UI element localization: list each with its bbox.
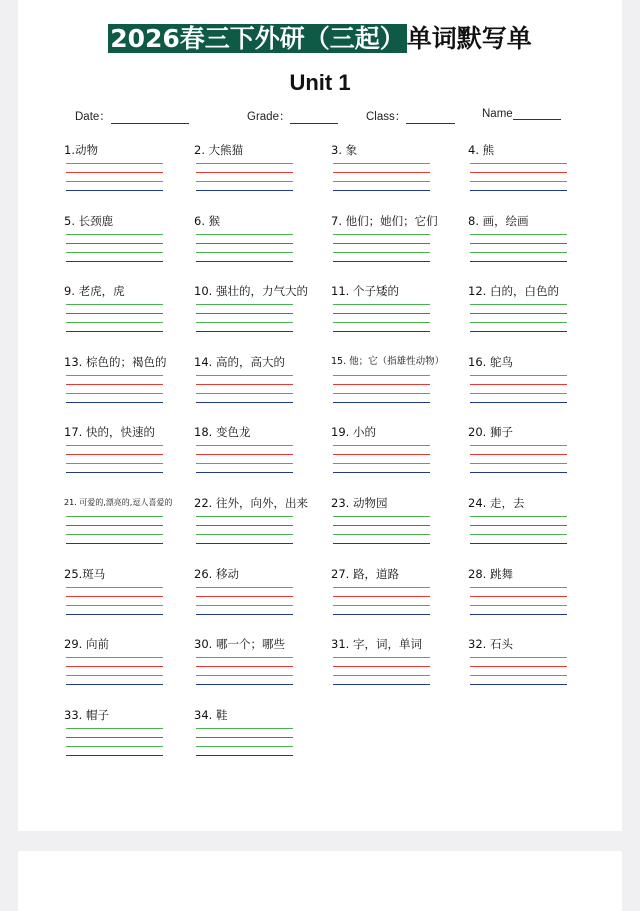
vocab-item [64,143,192,157]
grade-field [247,108,338,124]
title-wrap [18,22,622,56]
writing-line [66,534,163,535]
writing-line [66,605,163,606]
writing-line [333,657,430,658]
vocab-item [468,143,596,157]
writing-line [66,666,163,667]
writing-line [196,384,293,385]
writing-line [470,402,567,403]
writing-line [66,243,163,244]
vocab-item [194,214,322,228]
vocab-label: 21. 可爱的,漂亮的,逗人喜爱的 [64,498,173,507]
writing-line [470,657,567,658]
writing-line [196,445,293,446]
writing-line [333,172,430,173]
writing-line [66,746,163,747]
date-blank [111,122,189,124]
writing-line [196,614,293,615]
writing-line [196,261,293,262]
vocab-label: 13. 棕色的；褐色的 [64,355,167,369]
vocab-label: 12. 白的，白色的 [468,284,559,298]
vocab-label: 32. 石头 [468,637,513,651]
writing-line [470,252,567,253]
writing-line [196,534,293,535]
writing-line [470,181,567,182]
vocab-label: 14. 高的，高大的 [194,355,285,369]
writing-line [333,375,430,376]
writing-line [333,605,430,606]
vocab-item [64,496,192,510]
writing-line [196,472,293,473]
vocab-item [331,214,459,228]
vocab-item [468,355,596,369]
writing-line [66,454,163,455]
writing-line [470,313,567,314]
writing-line [196,322,293,323]
vocab-item [64,355,192,369]
writing-line [333,393,430,394]
writing-line [196,234,293,235]
writing-line [66,402,163,403]
class-label: Class： [366,111,407,123]
writing-line [333,234,430,235]
writing-line [196,728,293,729]
vocab-label: 8. 画，绘画 [468,214,529,228]
writing-line [66,384,163,385]
writing-line [196,587,293,588]
writing-line [333,684,430,685]
writing-line [196,684,293,685]
writing-line [196,190,293,191]
page-title [108,22,532,56]
writing-line [66,234,163,235]
writing-line [196,304,293,305]
writing-line [333,454,430,455]
vocab-item [194,708,322,722]
writing-line [66,313,163,314]
vocab-item [194,496,322,510]
vocab-item [468,637,596,651]
writing-line [470,234,567,235]
vocab-item [194,284,322,298]
vocab-item [468,284,596,298]
writing-line [470,605,567,606]
writing-line [333,181,430,182]
vocab-item [194,567,322,581]
vocab-label: 4. 熊 [468,143,495,157]
vocab-label: 17. 快的，快速的 [64,425,155,439]
writing-line [470,525,567,526]
vocab-label: 22. 往外，向外，出来 [194,496,308,510]
writing-line [470,243,567,244]
vocab-item [194,355,322,369]
grade-blank [290,122,338,124]
writing-line [66,331,163,332]
vocab-item [468,496,596,510]
vocab-label: 20. 狮子 [468,425,513,439]
vocab-label: 5. 长颈鹿 [64,214,114,228]
vocab-label: 33. 帽子 [64,708,109,722]
writing-line [66,675,163,676]
writing-line [196,666,293,667]
writing-line [196,313,293,314]
vocab-label: 18. 变色龙 [194,425,251,439]
writing-line [333,596,430,597]
vocab-item [194,637,322,651]
vocab-item [331,567,459,581]
writing-line [66,587,163,588]
writing-line [66,190,163,191]
writing-line [470,472,567,473]
name-blank [513,118,561,120]
vocab-item [64,284,192,298]
vocab-label: 15. 他；它（指雄性动物） [331,356,445,367]
writing-line [470,534,567,535]
writing-line [470,666,567,667]
writing-line [333,543,430,544]
writing-line [66,614,163,615]
class-field [366,108,455,124]
writing-line [333,675,430,676]
writing-line [333,313,430,314]
vocab-item [331,355,459,369]
vocab-label: 28. 跳舞 [468,567,513,581]
vocab-item [468,567,596,581]
writing-line [196,737,293,738]
vocab-item [194,425,322,439]
vocab-item [64,567,192,581]
writing-line [196,746,293,747]
writing-line [66,172,163,173]
writing-line [470,375,567,376]
writing-line [333,261,430,262]
writing-line [196,755,293,756]
writing-line [66,684,163,685]
vocab-label: 1.动物 [64,143,98,157]
writing-line [333,463,430,464]
date-label: Date： [75,111,111,123]
writing-line [333,243,430,244]
writing-line [196,402,293,403]
vocab-item [468,214,596,228]
vocab-label: 3. 象 [331,143,358,157]
writing-line [66,657,163,658]
writing-line [333,163,430,164]
writing-line [470,454,567,455]
writing-line [196,675,293,676]
writing-line [470,587,567,588]
writing-line [66,525,163,526]
writing-line [66,252,163,253]
writing-line [196,657,293,658]
unit-heading: Unit 1 [289,70,351,95]
writing-line [333,666,430,667]
writing-line [333,614,430,615]
writing-line [470,675,567,676]
writing-line [470,331,567,332]
writing-line [470,516,567,517]
vocab-label: 25.斑马 [64,567,106,581]
vocab-label: 9. 老虎，虎 [64,284,125,298]
name-label: Name [482,108,513,120]
writing-line [66,543,163,544]
writing-line [196,596,293,597]
writing-line [333,525,430,526]
writing-line [470,190,567,191]
vocab-item [194,143,322,157]
vocab-label: 2. 大熊猫 [194,143,244,157]
class-blank [406,122,455,124]
grade-label: Grade： [247,111,291,123]
writing-line [66,304,163,305]
writing-line [66,375,163,376]
writing-line [66,472,163,473]
writing-line [470,163,567,164]
name-field [482,108,561,120]
writing-line [196,181,293,182]
writing-line [196,172,293,173]
writing-line [196,393,293,394]
vocab-label: 7. 他们；她们；它们 [331,214,438,228]
writing-line [66,181,163,182]
writing-line [333,304,430,305]
vocab-label: 16. 鸵鸟 [468,355,513,369]
writing-line [196,525,293,526]
writing-line [196,375,293,376]
vocab-item [64,637,192,651]
vocab-item [331,637,459,651]
vocab-label: 31. 字，词，单词 [331,637,422,651]
writing-line [66,463,163,464]
writing-line [333,402,430,403]
writing-line [470,684,567,685]
title-rest: 单词默写单 [406,24,532,53]
writing-line [470,384,567,385]
writing-line [66,516,163,517]
writing-line [196,463,293,464]
writing-line [470,261,567,262]
writing-line [333,472,430,473]
next-page [18,851,622,911]
vocab-item [331,496,459,510]
writing-line [66,261,163,262]
writing-line [470,614,567,615]
writing-line [333,322,430,323]
vocab-label: 11. 个子矮的 [331,284,399,298]
writing-line [470,596,567,597]
vocab-item [331,425,459,439]
writing-line [66,728,163,729]
writing-line [196,605,293,606]
writing-line [66,737,163,738]
writing-line [196,252,293,253]
vocab-item [64,708,192,722]
vocab-item [468,425,596,439]
writing-line [333,587,430,588]
vocab-label: 30. 哪一个；哪些 [194,637,285,651]
writing-line [470,393,567,394]
writing-line [333,331,430,332]
writing-line [470,463,567,464]
title-highlight: 2026春三下外研（三起） [110,24,405,53]
vocab-label: 6. 猴 [194,214,221,228]
writing-line [196,516,293,517]
vocab-label: 26. 移动 [194,567,239,581]
writing-line [470,304,567,305]
vocab-label: 29. 向前 [64,637,109,651]
worksheet-page [18,0,622,831]
vocab-label: 10. 强壮的，力气大的 [194,284,308,298]
writing-line [470,543,567,544]
writing-line [196,243,293,244]
writing-line [66,322,163,323]
writing-line [66,163,163,164]
writing-line [66,755,163,756]
vocab-label: 19. 小的 [331,425,376,439]
writing-line [333,534,430,535]
writing-line [333,252,430,253]
vocab-label: 34. 鞋 [194,708,228,722]
writing-line [333,190,430,191]
date-field [75,108,189,124]
writing-line [470,172,567,173]
vocab-label: 23. 动物园 [331,496,388,510]
vocab-item [64,425,192,439]
vocab-label: 27. 路，道路 [331,567,399,581]
writing-line [470,322,567,323]
writing-line [196,163,293,164]
vocab-item [331,143,459,157]
writing-line [196,454,293,455]
vocab-item [331,284,459,298]
writing-line [66,596,163,597]
writing-line [333,445,430,446]
vocab-label: 24. 走，去 [468,496,525,510]
writing-line [66,445,163,446]
writing-line [333,516,430,517]
writing-line [470,445,567,446]
vocab-item [64,214,192,228]
writing-line [333,384,430,385]
writing-line [196,543,293,544]
writing-line [66,393,163,394]
writing-line [196,331,293,332]
